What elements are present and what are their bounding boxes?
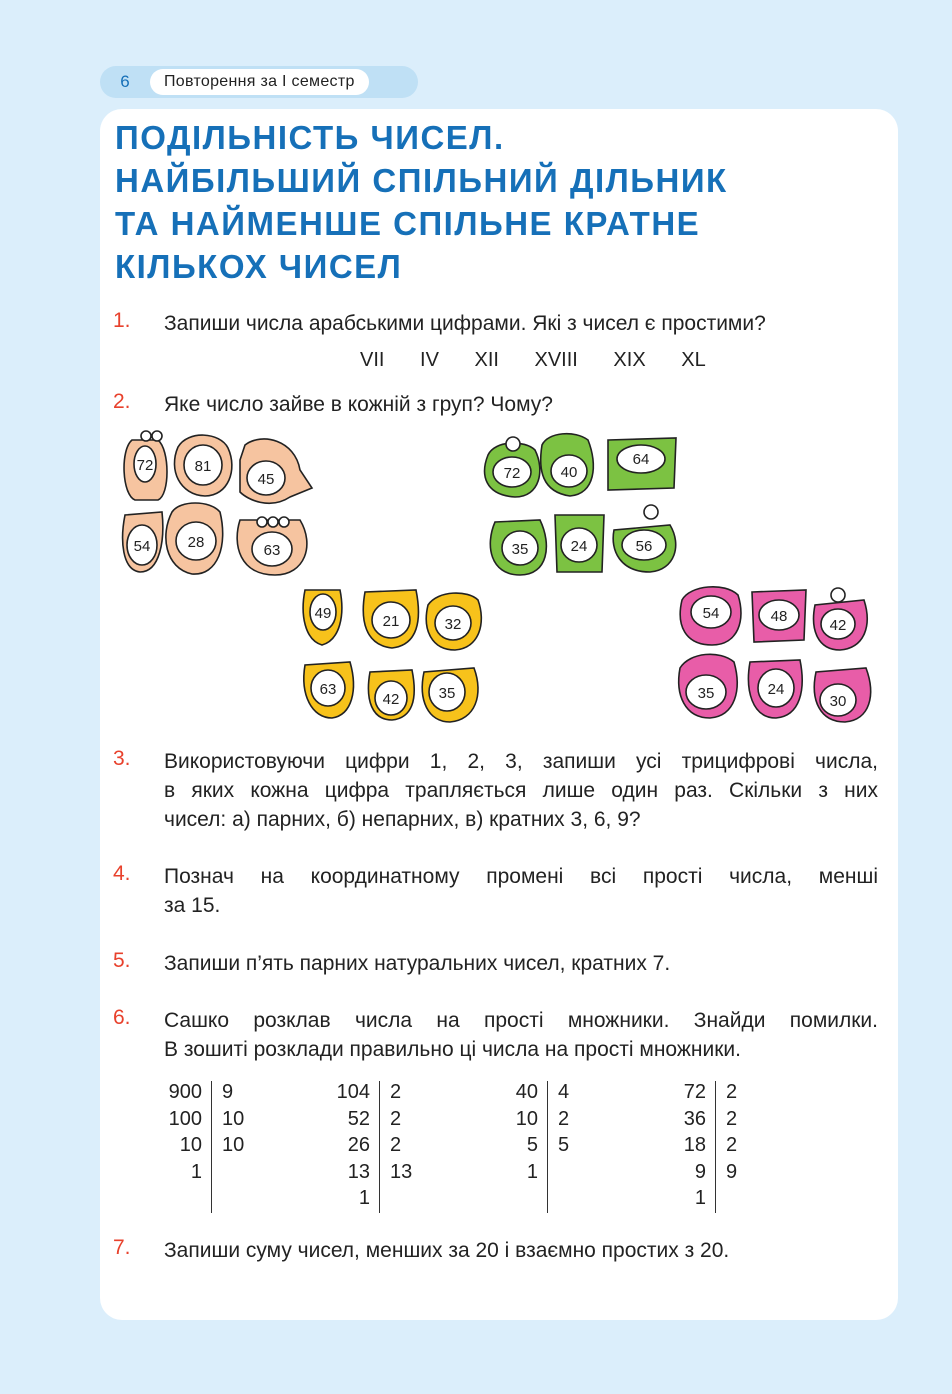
- roman-numeral: XIX: [613, 349, 646, 371]
- title-line: КІЛЬКОХ ЧИСЕЛ: [115, 248, 403, 285]
- factor: 10: [222, 1107, 245, 1130]
- factor: 4: [558, 1081, 570, 1103]
- dividend: 9: [694, 1160, 706, 1183]
- monster-number: 40: [560, 464, 578, 481]
- monster-number: 35: [511, 541, 529, 558]
- monster-number: 45: [257, 471, 275, 488]
- factor: 2: [726, 1134, 738, 1156]
- roman-numeral: XII: [474, 349, 499, 371]
- monster-number: 63: [319, 681, 337, 698]
- monster-number: 72: [136, 457, 154, 474]
- factor: 2: [390, 1134, 402, 1156]
- monster-number: 54: [133, 538, 151, 555]
- factor: 2: [726, 1107, 738, 1130]
- factor: 2: [390, 1081, 402, 1103]
- dividend: 26: [347, 1134, 370, 1156]
- monster-group-green: [485, 434, 676, 575]
- roman-numeral: XVIII: [534, 349, 578, 371]
- monster-group-peach: [123, 431, 312, 575]
- factor: 2: [390, 1107, 402, 1130]
- dividend: 900: [168, 1081, 202, 1103]
- task-number: 4.: [113, 862, 131, 885]
- factor: 5: [558, 1134, 570, 1156]
- dividend: 36: [683, 1107, 706, 1130]
- task-text: [164, 862, 878, 920]
- task-number: 7.: [113, 1236, 131, 1259]
- factor: 9: [726, 1160, 738, 1183]
- monster-number: 32: [444, 616, 462, 633]
- dividend: 52: [347, 1107, 370, 1130]
- monster-number: 30: [829, 693, 847, 710]
- monster-number: 42: [829, 617, 847, 634]
- title-line: ТА НАЙМЕНШЕ СПІЛЬНЕ КРАТНЕ: [115, 205, 701, 242]
- factor: 13: [390, 1160, 413, 1183]
- page-number: 6: [120, 72, 130, 91]
- text-line: в яких кожна цифра трапляється лише один раз. Скільки з них: [164, 779, 878, 802]
- factor: 2: [558, 1107, 570, 1130]
- task-text: Запиши числа арабськими цифрами. Які з чисел є простими?: [164, 312, 766, 335]
- factorization-table: [500, 1079, 538, 1214]
- text-line: Познач на координатному промені всі прості числа, менші: [164, 865, 878, 888]
- monster-number: 42: [382, 691, 400, 708]
- text-line: за 15.: [164, 894, 221, 917]
- text-line: Використовуючи цифри 1, 2, 3, запиши усі трицифрові числа,: [164, 750, 878, 773]
- monster-number: 21: [382, 613, 400, 630]
- title-line: НАЙБІЛЬШИЙ СПІЛЬНИЙ ДІЛЬНИК: [115, 162, 728, 199]
- monster-group-yellow: [303, 590, 481, 722]
- dividend: 1: [358, 1187, 370, 1209]
- roman-numeral: IV: [420, 349, 439, 371]
- title-line: ПОДІЛЬНІСТЬ ЧИСЕЛ.: [115, 119, 505, 156]
- task-text: [164, 1006, 878, 1064]
- factorization-table: [320, 1079, 370, 1214]
- task-text: Запиши п’ять парних натуральних чисел, кратних 7.: [164, 952, 671, 975]
- monster-number: 35: [438, 685, 456, 702]
- division-line: [715, 1081, 716, 1213]
- dividend: 104: [336, 1081, 370, 1103]
- division-line: [379, 1081, 380, 1213]
- factor: 10: [222, 1134, 245, 1156]
- task-text: Яке число зайве в кожній з груп? Чому?: [164, 393, 553, 416]
- dividend: 18: [683, 1134, 706, 1156]
- dividend: 1: [190, 1160, 202, 1183]
- monster-number: 48: [770, 608, 788, 625]
- factorization-table: [160, 1079, 202, 1214]
- dividend: 1: [526, 1160, 538, 1183]
- monster-number: 64: [632, 451, 650, 468]
- monster-number: 24: [570, 538, 588, 555]
- monster-number: 63: [263, 542, 281, 559]
- dividend: 10: [179, 1134, 202, 1156]
- task-number: 1.: [113, 309, 131, 332]
- task-number: 6.: [113, 1006, 131, 1029]
- monster-number: 35: [697, 685, 715, 702]
- monster-number: 28: [187, 534, 205, 551]
- task-text: Запиши суму чисел, менших за 20 і взаємно простих з 20.: [164, 1239, 730, 1262]
- dividend: 1: [694, 1187, 706, 1209]
- task-number: 3.: [113, 747, 131, 770]
- factor: 9: [222, 1081, 234, 1103]
- dividend: 13: [347, 1160, 370, 1183]
- dividend: 10: [515, 1107, 538, 1130]
- text-line: В зошиті розклади правильно ці числа на прості множники.: [164, 1038, 741, 1061]
- monster-number: 56: [635, 538, 653, 555]
- monster-group-pink: [679, 587, 871, 722]
- monster-number: 54: [702, 605, 720, 622]
- division-line: [547, 1081, 548, 1213]
- dividend: 5: [526, 1134, 538, 1156]
- dividend: 100: [168, 1107, 202, 1130]
- monster-number: 24: [767, 681, 785, 698]
- dividend: 40: [515, 1081, 538, 1103]
- task-number: 2.: [113, 390, 131, 413]
- task-number: 5.: [113, 949, 131, 972]
- dividend: 72: [683, 1081, 706, 1103]
- factorization-table: [668, 1079, 706, 1214]
- monster-number: 81: [194, 458, 212, 475]
- text-line: чисел: а) парних, б) непарних, в) кратних 3, 6, 9?: [164, 808, 641, 831]
- factor: 2: [726, 1081, 738, 1103]
- task-text: [164, 747, 878, 834]
- roman-numeral: XL: [681, 349, 706, 371]
- monster-number: 49: [314, 605, 332, 622]
- monster-number: 72: [503, 465, 521, 482]
- roman-numeral: VII: [360, 349, 385, 371]
- section-label: Повторення за І семестр: [150, 69, 369, 95]
- division-line: [211, 1081, 212, 1213]
- text-line: Сашко розклав числа на прості множники. Знайди помилки.: [164, 1009, 878, 1032]
